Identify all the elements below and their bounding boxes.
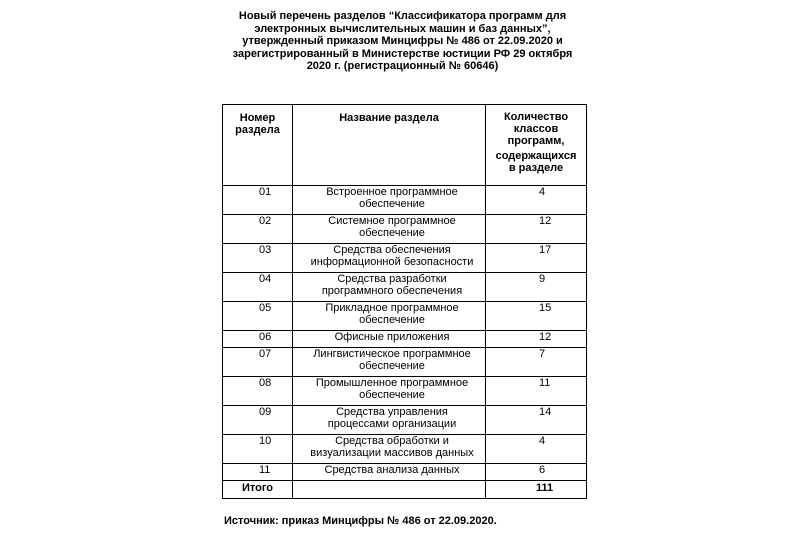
table-header-row (223, 105, 587, 186)
section-count: 17 (486, 244, 587, 273)
section-name-line: Средства анализа данных (324, 464, 460, 476)
section-name-line: Промышленное программное (315, 377, 469, 389)
header-number (223, 105, 293, 186)
section-number: 03 (223, 244, 293, 273)
section-count: 12 (486, 215, 587, 244)
section-name-line: программного обеспечения (321, 284, 463, 297)
section-name (293, 406, 486, 435)
section-number: 04 (223, 273, 293, 302)
section-name-line: Прикладное программное (325, 302, 459, 314)
section-number: 06 (223, 331, 293, 348)
header-count (486, 105, 587, 186)
section-name-line: Лингвистическое программное (313, 348, 471, 360)
section-name (293, 377, 486, 406)
table-row (223, 302, 587, 331)
title-line: зарегистрированный в Министерстве юстиции РФ 29 октября (232, 47, 573, 60)
section-name-line: процессами организации (327, 417, 457, 430)
table-row (223, 331, 587, 348)
section-name-line: Офисные приложения (334, 331, 450, 343)
section-number: 09 (223, 406, 293, 435)
section-name-line: обеспечение (359, 313, 425, 326)
section-name-line: Системное программное (328, 215, 456, 227)
section-name-line: Средства обработки и (335, 435, 449, 447)
section-name (293, 331, 486, 348)
section-name (293, 302, 486, 331)
section-count: 12 (486, 331, 587, 348)
header-count-line: в разделе (508, 162, 564, 174)
section-count: 15 (486, 302, 587, 331)
section-count: 7 (486, 348, 587, 377)
document-title (220, 10, 585, 73)
table-row (223, 215, 587, 244)
section-count: 14 (486, 406, 587, 435)
section-number: 07 (223, 348, 293, 377)
table-row (223, 273, 587, 302)
section-name (293, 244, 486, 273)
section-name (293, 348, 486, 377)
section-number: 05 (223, 302, 293, 331)
header-count-line: классов (513, 123, 559, 135)
total-empty-cell (293, 481, 486, 499)
section-number: 08 (223, 377, 293, 406)
section-name-line: обеспечение (359, 388, 425, 401)
table-row (223, 186, 587, 215)
title-line: электронных вычислительных машин и баз данных”, (254, 22, 551, 35)
table-row (223, 377, 587, 406)
header-number-line: раздела (235, 124, 280, 136)
table-row (223, 406, 587, 435)
source-note: Источник: приказ Минцифры № 486 от 22.09.2020. (224, 515, 497, 527)
header-name-text: Название раздела (339, 112, 439, 124)
title-line: 2020 г. (регистрационный № 60646) (306, 60, 499, 72)
section-name (293, 215, 486, 244)
sections-table (222, 104, 587, 499)
table-row (223, 435, 587, 464)
header-count-line: содержащихся (495, 150, 577, 162)
section-name-line: информационной безопасности (310, 255, 474, 268)
table-row (223, 244, 587, 273)
section-number: 01 (223, 186, 293, 215)
section-name-line: визуализации массивов данных (310, 446, 474, 459)
table-row (223, 348, 587, 377)
section-count: 9 (486, 273, 587, 302)
section-name-line: Встроенное программное (326, 186, 458, 198)
table-row (223, 464, 587, 481)
total-value: 111 (486, 481, 587, 499)
header-number-line: Номер (239, 112, 276, 124)
section-name-line: Средства разработки (337, 273, 447, 285)
section-name (293, 273, 486, 302)
header-count-line: программ, (507, 135, 565, 147)
section-name (293, 435, 486, 464)
title-line: Новый перечень разделов “Классификатора программ для (238, 10, 567, 22)
header-count-line: Количество (503, 111, 569, 123)
section-name (293, 464, 486, 481)
total-row (223, 481, 587, 499)
section-name (293, 186, 486, 215)
section-count: 6 (486, 464, 587, 481)
section-count: 11 (486, 377, 587, 406)
title-line: утвержденный приказом Минцифры № 486 от 22.09.2020 и (242, 35, 563, 47)
header-name (293, 105, 486, 186)
section-count: 4 (486, 186, 587, 215)
section-count: 4 (486, 435, 587, 464)
section-name-line: обеспечение (359, 197, 425, 210)
section-name-line: обеспечение (359, 359, 425, 372)
section-name-line: Средства обеспечения (333, 244, 451, 256)
section-number: 11 (223, 464, 293, 481)
section-name-line: Средства управления (336, 406, 448, 418)
section-number: 10 (223, 435, 293, 464)
section-number: 02 (223, 215, 293, 244)
total-label: Итого (223, 481, 293, 499)
section-name-line: обеспечение (359, 226, 425, 239)
